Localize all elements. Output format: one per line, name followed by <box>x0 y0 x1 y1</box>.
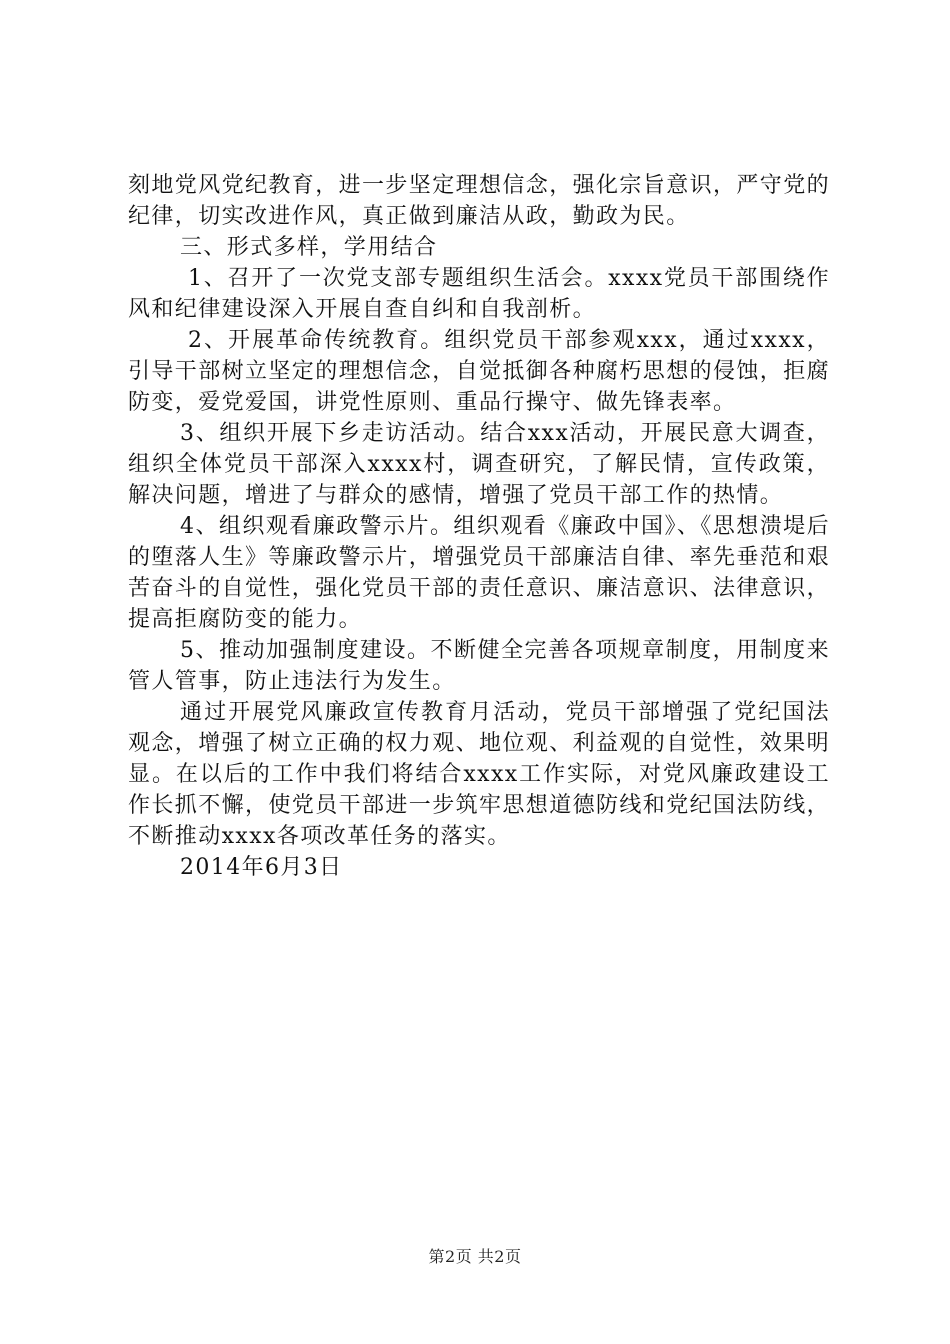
paragraph-continuation: 刻地党风党纪教育，进一步坚定理想信念，强化宗旨意识，严守党的纪律，切实改进作风，真正做到廉洁从政，勤政为民。 <box>128 173 831 229</box>
section-heading: 三、形式多样，学用结合 <box>180 235 438 260</box>
list-item-1: 1、召开了一次党支部专题组织生活会。xxxx党员干部围绕作风和纪律建设深入开展自查自纠和自我剖析。 <box>128 266 830 322</box>
document-body <box>128 170 830 883</box>
list-item-3: 3、组织开展下乡走访活动。结合xxx活动，开展民意大调查，组织全体党员干部深入xxxx村，调查研究，了解民情，宣传政策，解决问题，增进了与群众的感情，增强了党员干部工作的热情。 <box>128 421 830 508</box>
list-item-5: 5、推动加强制度建设。不断健全完善各项规章制度，用制度来管人管事，防止违法行为发生。 <box>128 638 830 694</box>
document-date: 2014年6月3日 <box>180 855 343 880</box>
list-item-2: 2、开展革命传统教育。组织党员干部参观xxx，通过xxxx，引导干部树立坚定的理想信念，自觉抵御各种腐朽思想的侵蚀，拒腐防变，爱党爱国，讲党性原则、重品行操守、做先锋表率。 <box>128 328 831 415</box>
list-item-4: 4、组织观看廉政警示片。组织观看《廉政中国》、《思想溃堤后的堕落人生》等廉政警示片，增强党员干部廉洁自律、率先垂范和艰苦奋斗的自觉性，强化党员干部的责任意识、廉洁意识、法律意识，提高拒腐防变的能力。 <box>128 514 831 632</box>
summary-paragraph: 通过开展党风廉政宣传教育月活动，党员干部增强了党纪国法观念，增强了树立正确的权力观、地位观、利益观的自觉性，效果明显。在以后的工作中我们将结合xxxx工作实际，对党风廉政建设工作长抓不懈，使党员干部进一步筑牢思想道德防线和党纪国法防线，不断推动xxxx各项改革任务的落实。 <box>128 700 831 849</box>
page-number-footer: 第2页 共2页 <box>428 1247 522 1266</box>
